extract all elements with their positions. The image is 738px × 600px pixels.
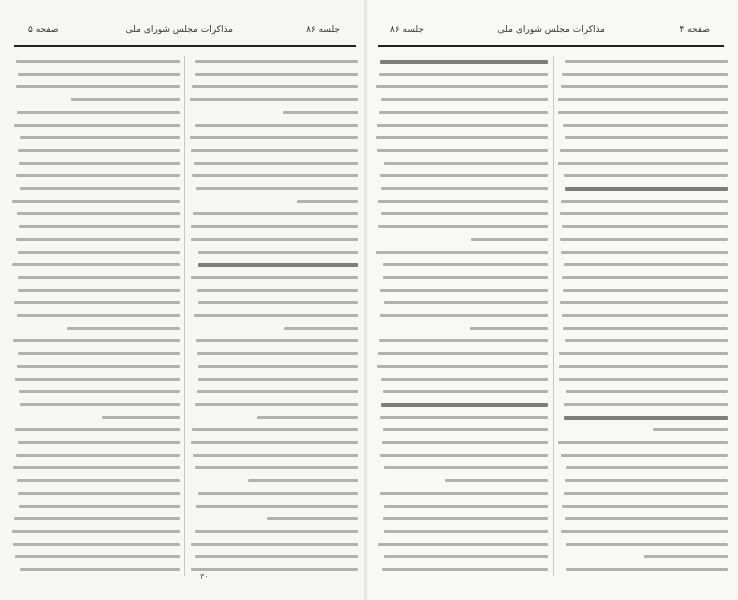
scanned-text-line: [381, 98, 548, 101]
scanned-text-line: [565, 136, 728, 139]
scanned-text-line: [563, 289, 728, 292]
footer-number: ۳۰: [200, 572, 209, 581]
scanned-text-line: [195, 60, 358, 63]
scanned-text-line: [384, 530, 548, 533]
scanned-text-line: [378, 352, 548, 355]
scanned-text-line: [191, 225, 358, 228]
scanned-text-line: [191, 238, 358, 241]
scanned-text-line: [17, 365, 180, 368]
scanned-text-line: [15, 555, 180, 558]
text-column-left: [12, 56, 180, 576]
right-page: [368, 0, 738, 600]
scanned-text-line: [381, 187, 548, 190]
scanned-text-line: [18, 73, 180, 76]
scanned-text-line: [12, 530, 180, 533]
page-header: [380, 22, 720, 40]
scanned-text-line: [12, 200, 180, 203]
scanned-text-line: [377, 149, 548, 152]
scanned-text-line: [558, 162, 728, 165]
scanned-text-line: [193, 454, 358, 457]
scanned-text-line: [13, 466, 180, 469]
scanned-text-line: [195, 466, 358, 469]
scanned-text-line: [198, 492, 358, 495]
session-number: جلسه ۸۶: [390, 25, 424, 35]
scanned-text-line: [379, 111, 548, 114]
scanned-text-line: [471, 238, 548, 241]
scanned-text-line: [197, 289, 358, 292]
scanned-text-line: [19, 162, 180, 165]
scanned-text-line: [378, 543, 548, 546]
scanned-text-line: [18, 149, 180, 152]
scanned-text-line: [194, 162, 358, 165]
scanned-text-line: [377, 124, 548, 127]
column-divider: [553, 56, 554, 576]
scanned-text-line: [565, 187, 728, 191]
scanned-text-line: [16, 238, 180, 241]
scanned-text-line: [197, 390, 358, 393]
scanned-text-line: [377, 365, 548, 368]
scanned-text-line: [191, 543, 358, 546]
scanned-text-line: [14, 517, 180, 520]
scanned-text-line: [194, 314, 358, 317]
scanned-text-line: [16, 85, 180, 88]
scanned-text-line: [195, 530, 358, 533]
page-number: صفحه ۵: [28, 25, 59, 35]
scanned-text-line: [384, 301, 548, 304]
scanned-text-line: [378, 200, 548, 203]
scanned-text-line: [18, 276, 180, 279]
scanned-text-line: [564, 263, 728, 266]
scanned-text-line: [653, 428, 728, 431]
scanned-text-line: [191, 568, 358, 571]
scanned-text-line: [383, 428, 548, 431]
scanned-text-line: [559, 352, 728, 355]
scanned-text-line: [559, 365, 728, 368]
scanned-text-line: [19, 225, 180, 228]
scanned-text-line: [192, 85, 358, 88]
scanned-text-line: [257, 416, 358, 419]
scanned-text-line: [384, 162, 548, 165]
scanned-text-line: [19, 505, 180, 508]
scanned-text-line: [15, 378, 180, 381]
scanned-text-line: [561, 530, 728, 533]
scanned-text-line: [380, 314, 548, 317]
scanned-text-line: [248, 479, 358, 482]
scanned-text-line: [376, 251, 548, 254]
scanned-text-line: [18, 251, 180, 254]
scanned-text-line: [190, 136, 358, 139]
scanned-text-line: [560, 149, 728, 152]
scanned-text-line: [17, 212, 180, 215]
scanned-text-line: [561, 85, 728, 88]
scanned-text-line: [102, 416, 180, 419]
scanned-text-line: [195, 403, 358, 406]
scanned-text-line: [383, 517, 548, 520]
scanned-text-line: [562, 276, 728, 279]
scanned-text-line: [565, 339, 728, 342]
scanned-text-line: [383, 390, 548, 393]
scanned-text-line: [563, 327, 728, 330]
scanned-text-line: [379, 339, 548, 342]
scanned-text-line: [20, 403, 180, 406]
scanned-text-line: [564, 174, 728, 177]
scanned-text-line: [190, 98, 358, 101]
text-column-right: [190, 56, 358, 576]
header-rule: [14, 45, 356, 47]
scanned-text-line: [384, 505, 548, 508]
scanned-text-line: [13, 339, 180, 342]
scanned-text-line: [193, 212, 358, 215]
scanned-text-line: [470, 327, 548, 330]
scanned-text-line: [192, 428, 358, 431]
text-column-right: [558, 56, 728, 576]
scanned-text-line: [15, 428, 180, 431]
scanned-text-line: [558, 111, 728, 114]
scanned-text-line: [376, 136, 548, 139]
scanned-text-line: [562, 505, 728, 508]
scanned-text-line: [198, 251, 358, 254]
scanned-text-line: [18, 441, 180, 444]
scanned-text-line: [192, 174, 358, 177]
scanned-text-line: [20, 136, 180, 139]
scanned-text-line: [13, 543, 180, 546]
scanned-text-line: [283, 111, 358, 114]
scanned-text-line: [383, 276, 548, 279]
scanned-text-line: [565, 517, 728, 520]
scanned-text-line: [565, 479, 728, 482]
scanned-text-line: [561, 251, 728, 254]
scanned-text-line: [565, 60, 728, 63]
scanned-text-line: [12, 263, 180, 266]
scanned-text-line: [195, 555, 358, 558]
scanned-text-line: [71, 98, 180, 101]
scanned-text-line: [20, 187, 180, 190]
scanned-text-line: [561, 454, 728, 457]
scanned-text-line: [17, 111, 180, 114]
scanned-text-line: [564, 416, 728, 420]
page-number: صفحه ۴: [679, 25, 710, 35]
scanned-text-line: [380, 454, 548, 457]
scanned-text-line: [562, 225, 728, 228]
scanned-text-line: [16, 454, 180, 457]
scanned-text-line: [17, 479, 180, 482]
session-number: جلسه ۸۶: [306, 25, 340, 35]
scanned-text-line: [191, 149, 358, 152]
scanned-text-line: [198, 301, 358, 304]
scanned-text-line: [562, 73, 728, 76]
scanned-text-line: [191, 276, 358, 279]
scanned-text-line: [16, 174, 180, 177]
header-title: مذاکرات مجلس شورای ملی: [125, 25, 233, 35]
scanned-text-line: [566, 543, 728, 546]
scanned-text-line: [18, 492, 180, 495]
scanned-text-line: [380, 492, 548, 495]
scanned-text-line: [198, 378, 358, 381]
column-divider: [184, 56, 185, 576]
scanned-text-line: [566, 568, 728, 571]
scanned-text-line: [17, 314, 180, 317]
scanned-text-line: [284, 327, 358, 330]
scanned-text-line: [196, 505, 358, 508]
scanned-text-line: [196, 339, 358, 342]
scanned-text-line: [644, 555, 728, 558]
scanned-text-line: [563, 124, 728, 127]
scanned-text-line: [384, 466, 548, 469]
scanned-text-line: [564, 403, 728, 406]
scanned-text-line: [381, 403, 548, 407]
left-page: [0, 0, 366, 600]
scanned-text-line: [14, 124, 180, 127]
page-header: [18, 22, 348, 40]
scanned-text-line: [19, 390, 180, 393]
scanned-text-line: [566, 466, 728, 469]
scanned-text-line: [197, 352, 358, 355]
scanned-text-line: [564, 492, 728, 495]
scanned-text-line: [14, 301, 180, 304]
scanned-text-line: [381, 378, 548, 381]
scanned-text-line: [560, 212, 728, 215]
scanned-text-line: [445, 479, 548, 482]
scanned-text-line: [196, 187, 358, 190]
scanned-text-line: [67, 327, 180, 330]
scanned-text-line: [191, 441, 358, 444]
scanned-text-line: [562, 314, 728, 317]
scanned-text-line: [561, 200, 728, 203]
scanned-text-line: [16, 60, 180, 63]
scanned-text-line: [380, 416, 548, 419]
scanned-text-line: [381, 212, 548, 215]
scanned-text-line: [297, 200, 358, 203]
scanned-text-line: [20, 568, 180, 571]
scanned-text-line: [198, 365, 358, 368]
header-title: مذاکرات مجلس شورای ملی: [497, 25, 605, 35]
scanned-text-line: [559, 378, 728, 381]
scanned-text-line: [378, 225, 548, 228]
scanned-text-line: [560, 238, 728, 241]
scanned-text-line: [18, 289, 180, 292]
scanned-text-line: [380, 174, 548, 177]
scanned-text-line: [380, 60, 548, 64]
scanned-text-line: [382, 568, 548, 571]
scanned-text-line: [267, 517, 358, 520]
scanned-text-line: [195, 73, 358, 76]
scanned-text-line: [383, 263, 548, 266]
scanned-text-line: [18, 352, 180, 355]
scanned-text-line: [195, 124, 358, 127]
scanned-text-line: [384, 555, 548, 558]
text-column-left: [376, 56, 548, 576]
scanned-text-line: [560, 301, 728, 304]
header-rule: [378, 45, 724, 47]
scanned-text-line: [376, 85, 548, 88]
scanned-text-line: [558, 441, 728, 444]
scanned-text-line: [566, 390, 728, 393]
scanned-text-line: [382, 441, 548, 444]
scanned-text-line: [558, 98, 728, 101]
scanned-text-line: [380, 289, 548, 292]
scanned-text-line: [198, 263, 358, 267]
scanned-text-line: [379, 73, 548, 76]
